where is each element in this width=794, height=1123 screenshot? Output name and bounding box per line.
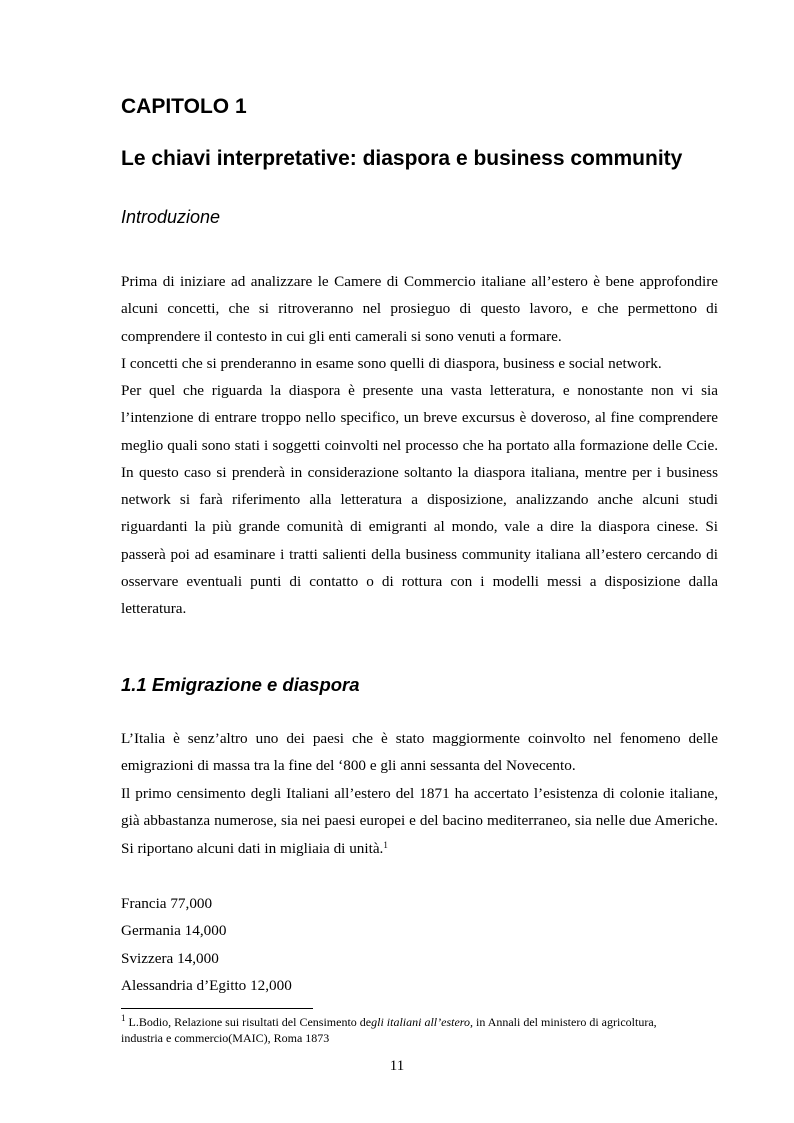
emigration-list bbox=[121, 890, 292, 999]
chapter-title: Le chiavi interpretative: diaspora e business community bbox=[121, 147, 683, 170]
footnote-italic-text: gli italiani all’estero, bbox=[371, 1015, 474, 1029]
page-number: 11 bbox=[389, 1058, 405, 1074]
list-item: Germania 14,000 bbox=[121, 922, 227, 940]
list-item: Svizzera 14,000 bbox=[121, 949, 219, 967]
footnote-marker: 1 bbox=[121, 1013, 126, 1023]
list-item: Alessandria d’Egitto 12,000 bbox=[121, 976, 292, 994]
footnote-text: L.Bodio, Relazione sui risultati del Censimento de bbox=[125, 1015, 372, 1029]
section-heading: 1.1 Emigrazione e diaspora bbox=[121, 674, 360, 695]
intro-paragraph: I concetti che si prenderanno in esame sono quelli di diaspora, business e social network. bbox=[121, 355, 662, 372]
footnote-reference: 1 bbox=[383, 839, 388, 850]
intro-heading: Introduzione bbox=[121, 207, 221, 227]
section-paragraph-text: Il primo censimento degli Italiani all’estero del 1871 ha accertato l’esistenza di colonie italiane, già abbastanza numerose, sia nei paesi europei e del bacino mediterraneo, sia nelle due Americhe. Si riportano alcuni dati in migliaia di unità. bbox=[121, 785, 718, 857]
intro-paragraph: Per quel che riguarda la diaspora è presente una vasta letteratura, e nonostante non vi sia l’intenzione di entrare troppo nello specifico, un breve excursus è doveroso, al fine comprendere meglio quali sono stati i soggetti coinvolti nel processo che ha portato alla formazione delle Ccie. In questo caso si prenderà in considerazione soltanto la diaspora italiana, mentre per i business network si farà riferimento alla letteratura a disposizione, analizzando anche alcuni studi riguardanti la più grande comunità di emigranti al mondo, vale a dire la diaspora cinese. Si passerà poi ad esaminare i tratti salienti della business community italiana all’estero cercando di osservare eventuali punti di contatto o di rottura con i modelli messi a disposizione dalla letteratura. bbox=[121, 382, 718, 618]
section-paragraph bbox=[121, 780, 718, 862]
section-paragraph: L’Italia è senz’altro uno dei paesi che è stato maggiormente coinvolto nel fenomeno delle emigrazioni di massa tra la fine del ‘800 e gli anni sessanta del Novecento. bbox=[121, 730, 718, 775]
intro-paragraph: Prima di iniziare ad analizzare le Camere di Commercio italiane all’estero è bene approfondire alcuni concetti, che si ritroveranno nel prosieguo di questo lavoro, e che permettono di comprendere il contesto in cui gli enti camerali si sono venuti a formare. bbox=[121, 273, 718, 345]
chapter-label: CAPITOLO 1 bbox=[121, 95, 247, 118]
footnote bbox=[121, 1015, 681, 1046]
footnote-divider bbox=[121, 1008, 313, 1009]
list-item: Francia 77,000 bbox=[121, 895, 213, 912]
footnote-text-end: in Annali del ministero di agricoltura, industria e commercio(MAIC), Roma 1873 bbox=[121, 1015, 657, 1045]
